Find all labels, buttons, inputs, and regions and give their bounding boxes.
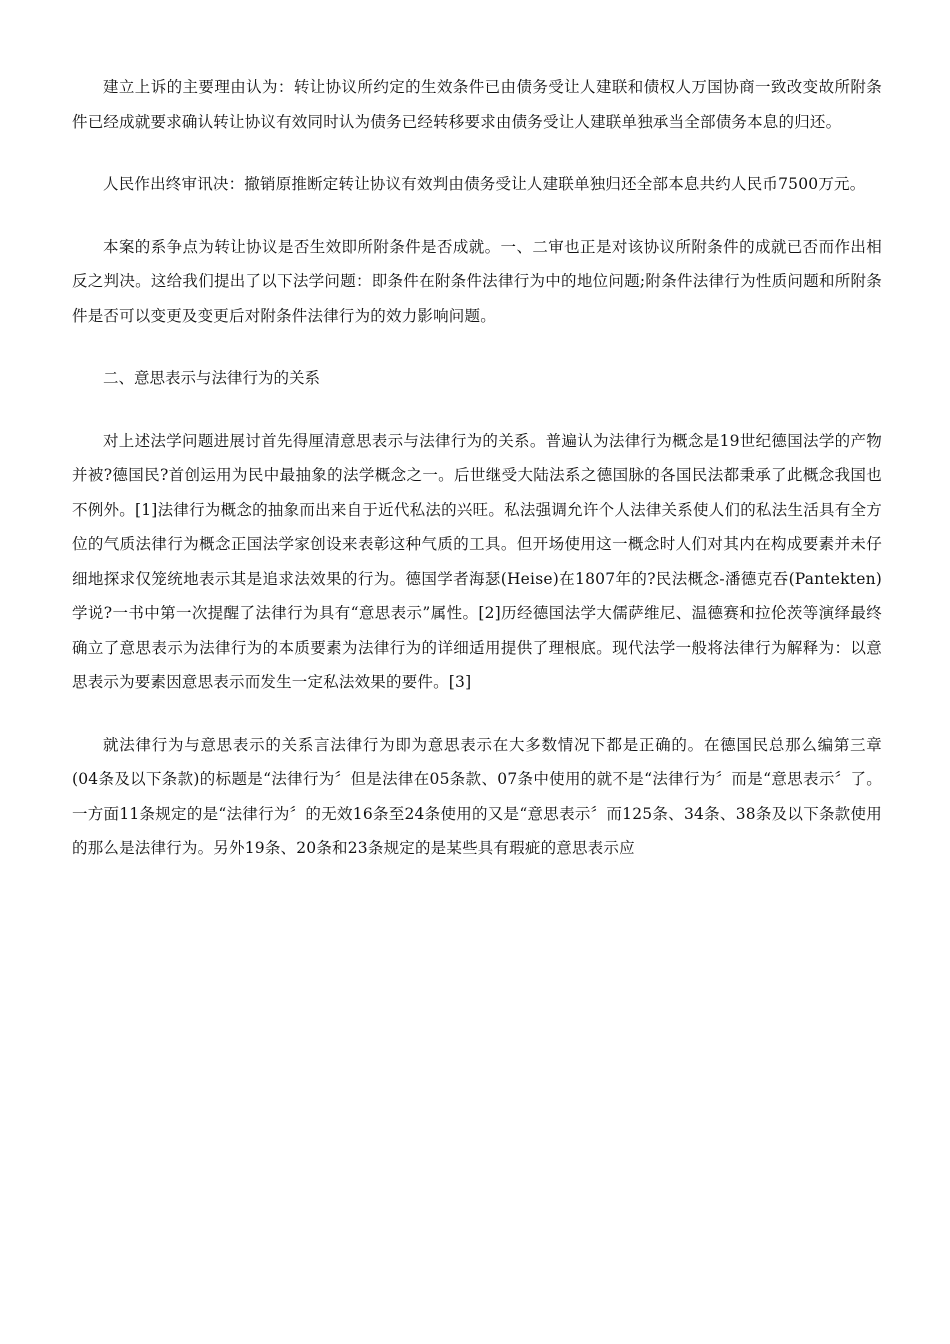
document-page	[72, 70, 882, 894]
paragraph-final-judgment: 人民作出终审讯决：撤销原推断定转让协议有效判由债务受让人建联单独归还全部本息共约人民币7500万元。	[103, 175, 866, 193]
paragraph-appeal-reasons: 建立上诉的主要理由认为：转让协议所约定的生效条件已由债务受让人建联和债权人万国协商一致改变故所附条件已经成就要求确认转让协议有效同时认为债务已经转移要求由债务受让人建联单独承当全部债务本息的归还。	[72, 78, 882, 131]
paragraph-legal-act-relation: 就法律行为与意思表示的关系言法律行为即为意思表示在大多数情况下都是正确的。在德国民总那么编第三章(04条及以下条款)的标题是“法律行为〞但是法律在05条款、07条中使用的就不是“法律行为〞而是“意思表示〞了。一方面11条规定的是“法律行为〞的无效16条至24条使用的又是“意思表示〞而125条、34条、38条及以下条款使用的那么是法律行为。另外19条、20条和23条规定的是某些具有瑕疵的意思表示应	[72, 735, 882, 857]
section-heading: 二、意思表示与法律行为的关系	[103, 369, 321, 387]
paragraph-dispute-points: 本案的系争点为转让协议是否生效即所附条件是否成就。一、二审也正是对该协议所附条件的成就已否而作出相反之判决。这给我们提出了以下法学问题：即条件在附条件法律行为中的地位问题;附条件法律行为性质问题和所附条件是否可以变更及变更后对附条件法律行为的效力影响问题。	[72, 237, 882, 325]
paragraph-legal-act-history: 对上述法学问题进展讨首先得厘清意思表示与法律行为的关系。普遍认为法律行为概念是19世纪德国法学的产物并被?德国民?首创运用为民中最抽象的法学概念之一。后世继受大陆法系之德国脉的各国民法都秉承了此概念我国也不例外。[1]法律行为概念的抽象而出来自于近代私法的兴旺。私法强调允许个人法律关系使人们的私法生活具有全方位的气质法律行为概念正国法学家创设来表彰这种气质的工具。但开场使用这一概念时人们对其内在构成要素并未仔细地探求仅笼统地表示其是追求法效果的行为。德国学者海瑟(Heise)在1807年的?民法概念-潘德克吞(Pantekten)学说?一书中第一次提醒了法律行为具有“意思表示”属性。[2]历经德国法学大儒萨维尼、温德赛和拉伦茨等演绎最终确立了意思表示为法律行为的本质要素为法律行为的详细适用提供了理根底。现代法学一般将法律行为解释为：以意思表示为要素因意思表示而发生一定私法效果的要件。[3]	[72, 431, 882, 691]
